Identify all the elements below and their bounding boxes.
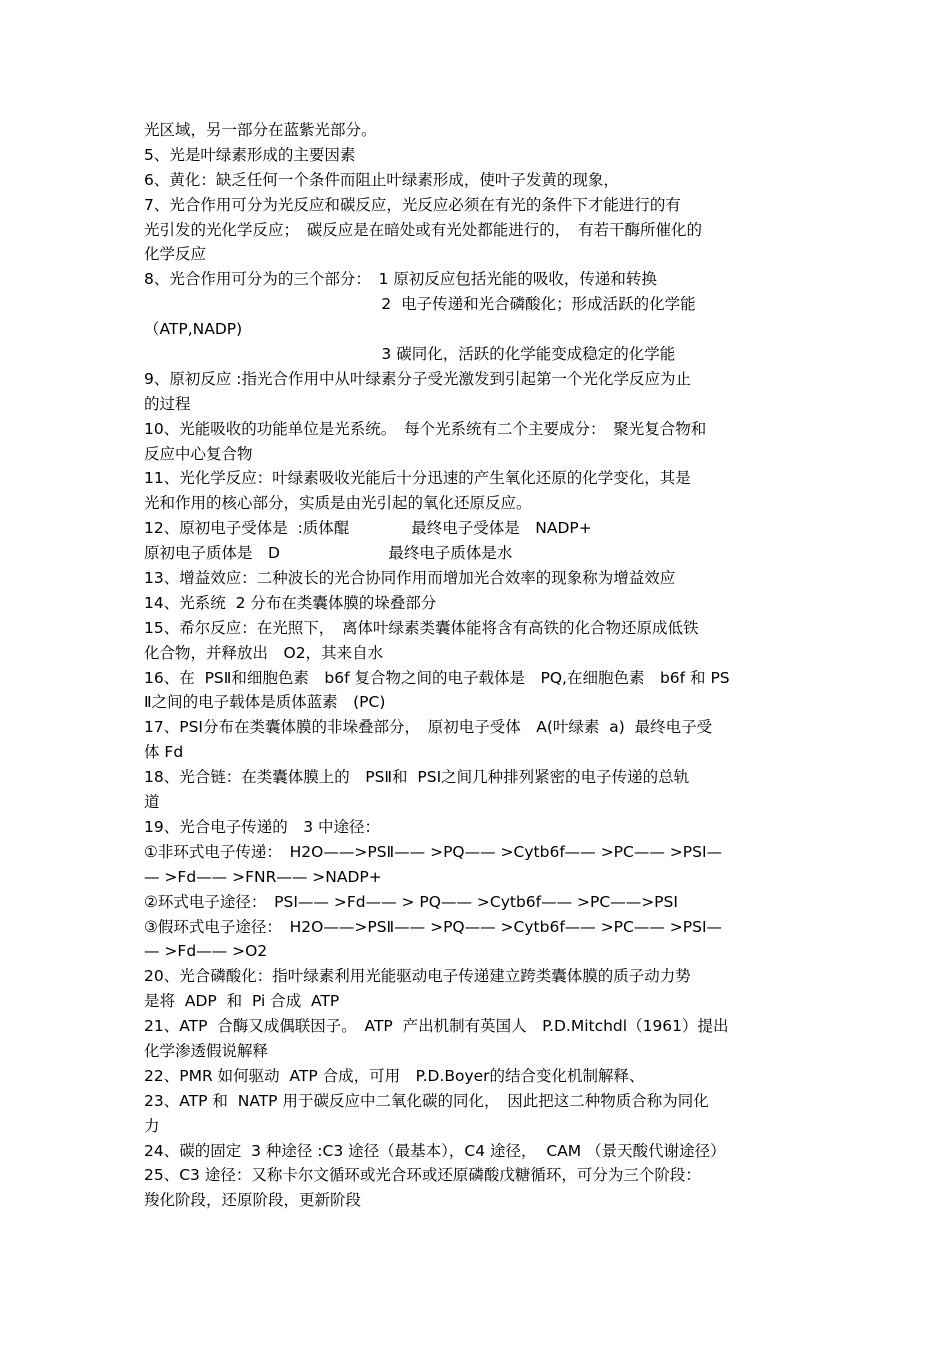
text-line: 3 碳同化，活跃的化学能变成稳定的化学能 [144,345,676,364]
text-line: 原初电子质体是 D 最终电子质体是水 [144,544,513,563]
text-line: 20、光合磷酸化：指叶绿素利用光能驱动电子传递建立跨类囊体膜的质子动力势 [144,967,691,986]
text-line: 11、光化学反应：叶绿素吸收光能后十分迅速的产生氧化还原的化学变化，其是 [144,469,691,488]
text-line: Ⅱ之间的电子载体是质体蓝素 (PC) [144,693,386,712]
text-line: 19、光合电子传递的 3 中途径： [144,817,381,836]
text-line: 光和作用的核心部分，实质是由光引起的氧化还原反应。 [144,494,532,513]
text-line: 13、增益效应：二种波长的光合协同作用而增加光合效率的现象称为增益效应 [144,569,676,588]
text-line: 24、碳的固定 3 种途径 :C3 途径（最基本），C4 途径， CAM （景天酸代谢途径） [144,1141,726,1160]
text-line: 14、光系统 2 分布在类囊体膜的垛叠部分 [144,593,437,612]
text-line: 化学反应 [144,245,207,264]
text-line: 23、ATP 和 NATP 用于碳反应中二氧化碳的同化， 因此把这二种物质合称为同化 [144,1091,709,1110]
text-line: 17、PSⅠ分布在类囊体膜的非垛叠部分， 原初电子受体 A(叶绿素 a) 最终电子受 [144,718,713,737]
text-line: 光区域，另一部分在蓝紫光部分。 [144,121,377,139]
text-line: 5、光是叶绿素形成的主要因素 [144,145,356,164]
text-line: 羧化阶段，还原阶段，更新阶段 [144,1191,362,1210]
text-line: 化合物，并释放出 O2，其来自水 [144,643,384,662]
text-line: 7、光合作用可分为光反应和碳反应，光反应必须在有光的条件下才能进行的有 [144,195,681,214]
text-line: 22、PMR 如何驱动 ATP 合成，可用 P.D.Boyer的结合变化机制解释、 [144,1066,645,1085]
text-line: 化学渗透假说解释 [144,1041,269,1060]
text-line: 2 电子传递和光合磷酸化；形成活跃的化学能 [144,295,696,314]
text-line: ③假环式电子途径： H2O——>PSⅡ—— >PQ—— >Cytb6f—— >PC—— >PSⅠ— [144,917,723,936]
text-line: 21、ATP 合酶又成偶联因子。 ATP 产出机制有英国人 P.D.Mitchdl（1961）提出 [144,1017,729,1036]
text-line: 9、原初反应 :指光合作用中从叶绿素分子受光激发到引起第一个光化学反应为止 [144,369,692,388]
text-line: 体 Fd [144,743,184,762]
text-line: 18、光合链：在类囊体膜上的 PSⅡ和 PSⅠ之间几种排列紧密的电子传递的总轨 [144,768,690,787]
document-body [144,118,824,1213]
text-line: — >Fd—— >O2 [144,942,268,961]
text-line: — >Fd—— >FNR—— >NADP+ [144,867,382,886]
text-line: 12、原初电子受体是 :质体醌 最终电子受体是 NADP+ [144,519,592,538]
text-line: 光引发的光化学反应； 碳反应是在暗处或有光处都能进行的， 有若干酶所催化的 [144,220,703,239]
text-line: 6、黄化：缺乏任何一个条件而阻止叶绿素形成，使叶子发黄的现象， [144,170,619,189]
text-line: 力 [144,1116,160,1135]
text-line: （ATP,NADP) [144,320,243,339]
text-line: 10、光能吸收的功能单位是光系统。 每个光系统有二个主要成分： 聚光复合物和 [144,419,707,438]
text-line: 反应中心复合物 [144,444,253,463]
text-line: 8、光合作用可分为的三个部分： 1 原初反应包括光能的吸收，传递和转换 [144,270,657,289]
text-line: 是将 ADP 和 Pi 合成 ATP [144,992,340,1011]
text-line: 25、C3 途径：又称卡尔文循环或光合环或还原磷酸戊糖循环，可分为三个阶段： [144,1166,701,1185]
text-line: ②环式电子途径： PSⅠ—— >Fd—— > PQ—— >Cytb6f—— >PC——>PSⅠ [144,892,678,911]
text-line: 的过程 [144,394,191,413]
text-line: 16、在 PSⅡ和细胞色素 b6f 复合物之间的电子载体是 PQ,在细胞色素 b6f 和 PS [144,668,730,687]
text-line: 15、希尔反应：在光照下， 离体叶绿素类囊体能将含有高铁的化合物还原成低铁 [144,618,699,637]
text-line: ①非环式电子传递： H2O——>PSⅡ—— >PQ—— >Cytb6f—— >PC—— >PSⅠ— [144,842,723,861]
text-line: 道 [144,793,160,812]
